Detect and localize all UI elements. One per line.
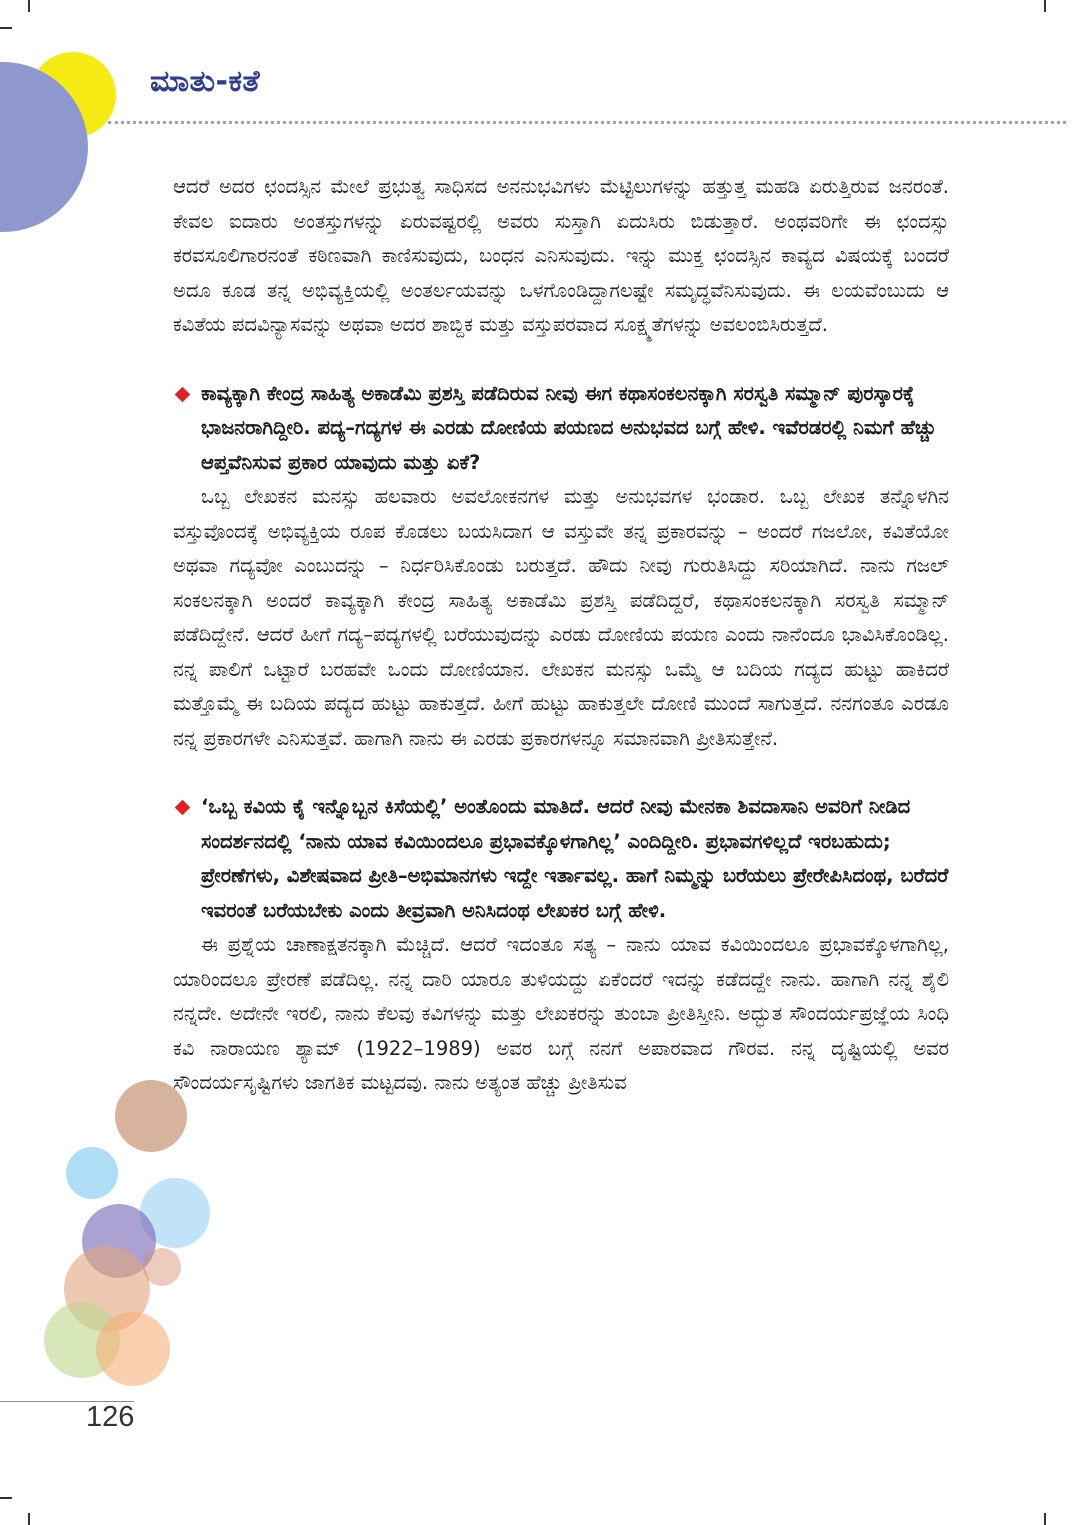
page-number: 126 [86,1401,135,1433]
question-2-text: ‘ಒಬ್ಬ ಕವಿಯ ಕೈ ಇನ್ನೊಬ್ಬನ ಕಿಸೆಯಲ್ಲಿ’ ಅಂತೊಂದು ಮಾತಿದೆ. ಆದರೆ ನೀವು ಮೇನಕಾ ಶಿವದಾಸಾನಿ ಅವರಿಗೆ ನೀಡಿದ ಸಂದರ್ಶನದಲ್ಲಿ ‘ನಾನು ಯಾವ ಕವಿಯಿಂದಲೂ ಪ್ರಭಾವಕ್ಕೊಳಗಾಗಿಲ್ಲ’ ಎಂದಿದ್ದೀರಿ. ಪ್ರಭಾವಗಳಿಲ್ಲದೆ ಇರಬಹುದು; ಪ್ರೇರಣೆಗಳು, ವಿಶೇಷವಾದ ಪ್ರೀತಿ–ಅಭಿಮಾನಗಳು ಇದ್ದೇ ಇರ್ತಾವಲ್ಲ. ಹಾಗೆ ನಿಮ್ಮನ್ನು ಬರೆಯಲು ಪ್ರೇರೇಪಿಸಿದಂಥ, ಬರೆದರೆ ಇವರಂತೆ ಬರೆಯಬೇಕು ಎಂದು ತೀವ್ರವಾಗಿ ಅನಿಸಿದಂಥ ಲೇಖಕರ ಬಗ್ಗೆ ಹೇಳಿ. [201,795,949,922]
decorative-bubble [66,1147,118,1199]
crop-mark-top-right [1044,0,1046,12]
crop-mark-top-left [28,0,30,12]
dotted-divider [108,121,1066,124]
intro-paragraph: ಆದರೆ ಅದರ ಛಂದಸ್ಸಿನ ಮೇಲೆ ಪ್ರಭುತ್ವ ಸಾಧಿಸದ ಅನನುಭವಿಗಳು ಮೆಟ್ಟಿಲುಗಳನ್ನು ಹತ್ತುತ್ತ ಮಹಡಿ ಏರುತ್ತಿರುವ ಜನರಂತೆ. ಕೇವಲ ಐದಾರು ಅಂತಸ್ತುಗಳನ್ನು ಏರುವಷ್ಟರಲ್ಲಿ ಅವರು ಸುಸ್ತಾಗಿ ಏದುಸಿರು ಬಿಡುತ್ತಾರೆ. ಅಂಥವರಿಗೇ ಈ ಛಂದಸ್ಸು ಕರವಸೂಲಿಗಾರನಂತೆ ಕಠಿಣವಾಗಿ ಕಾಣಿಸುವುದು, ಬಂಧನ ಎನಿಸುವುದು. ಇನ್ನು ಮುಕ್ತ ಛಂದಸ್ಸಿನ ಕಾವ್ಯದ ವಿಷಯಕ್ಕೆ ಬಂದರೆ ಅದೂ ಕೂಡ ತನ್ನ ಅಭಿವ್ಯಕ್ತಿಯಲ್ಲಿ ಅಂತರ್ಲಯವನ್ನು ಒಳಗೊಂಡಿದ್ದಾಗಲಷ್ಟೇ ಸಮೃದ್ಧವೆನಿಸುವುದು. ಈ ಲಯವೆಂಬುದು ಆ ಕವಿತೆಯ ಪದವಿನ್ಯಾಸವನ್ನು ಅಥವಾ ಅದರ ಶಾಬ್ದಿಕ ಮತ್ತು ವಸ್ತುಪರವಾದ ಸೂಕ್ಷ್ಮತೆಗಳನ್ನು ಅವಲಂಬಿಸಿರುತ್ತದೆ. [173,175,949,336]
crop-mark-bottom-left [28,1513,30,1525]
decorative-bubble [96,1312,170,1386]
crop-mark-left-top [0,27,12,29]
decorative-bubble [143,1248,181,1286]
crop-mark-bottom-right [1044,1513,1046,1525]
article-body [173,170,949,1101]
answer-2: ಈ ಪ್ರಶ್ನೆಯ ಚಾಣಾಕ್ಷತನಕ್ಕಾಗಿ ಮೆಚ್ಚಿದೆ. ಆದರೆ ಇದಂತೂ ಸತ್ಯ – ನಾನು ಯಾವ ಕವಿಯಿಂದಲೂ ಪ್ರಭಾವಕ್ಕೊಳಗಾಗಿಲ್ಲ, ಯಾರಿಂದಲೂ ಪ್ರೇರಣೆ ಪಡೆದಿಲ್ಲ. ನನ್ನ ದಾರಿ ಯಾರೂ ತುಳಿಯದ್ದು ಏಕೆಂದರೆ ಇದನ್ನು ಕಡೆದದ್ದೇ ನಾನು. ಹಾಗಾಗಿ ನನ್ನ ಶೈಲಿ ನನ್ನದೇ. ಅದೇನೇ ಇರಲಿ, ನಾನು ಕೆಲವು ಕವಿಗಳನ್ನು ಮತ್ತು ಲೇಖಕರನ್ನು ತುಂಬಾ ಪ್ರೀತಿಸ್ತೀನಿ. ಅದ್ಭುತ ಸೌಂದರ್ಯಪ್ರಜ್ಞೆಯ ಸಿಂಧಿ ಕವಿ ನಾರಾಯಣ ಶ್ಯಾಮ್ (1922–1989) ಅವರ ಬಗ್ಗೆ ನನಗೆ ಅಪಾರವಾದ ಗೌರವ. ನನ್ನ ದೃಷ್ಟಿಯಲ್ಲಿ ಅವರ ಸೌಂದರ್ಯಸೃಷ್ಟಿಗಳು ಜಾಗತಿಕ ಮಟ್ಟದವು. ನಾನು ಅತ್ಯಂತ ಹೆಚ್ಚು ಪ್ರೀತಿಸುವ [173,933,949,1094]
bullet-diamond-icon [175,800,191,816]
question-2 [173,790,949,928]
bullet-diamond-icon [175,386,191,402]
question-1-text: ಕಾವ್ಯಕ್ಕಾಗಿ ಕೇಂದ್ರ ಸಾಹಿತ್ಯ ಅಕಾಡೆಮಿ ಪ್ರಶಸ್ತಿ ಪಡೆದಿರುವ ನೀವು ಈಗ ಕಥಾಸಂಕಲನಕ್ಕಾಗಿ ಸರಸ್ವತಿ ಸಮ್ಮಾನ್ ಪುರಸ್ಕಾರಕ್ಕೆ ಭಾಜನರಾಗಿದ್ದೀರಿ. ಪದ್ಯ–ಗದ್ಯಗಳ ಈ ಎರಡು ದೋಣಿಯ ಪಯಣದ ಅನುಭವದ ಬಗ್ಗೆ ಹೇಳಿ. ಇವೆರಡರಲ್ಲಿ ನಿಮಗೆ ಹೆಚ್ಚು ಆಪ್ತವೆನಿಸುವ ಪ್ರಕಾರ ಯಾವುದು ಮತ್ತು ಏಕೆ? [201,381,937,474]
crop-mark-left-bottom [0,1497,12,1499]
page-title: ಮಾತು-ಕತೆ [150,64,261,99]
question-1 [173,377,949,481]
answer-1: ಒಬ್ಬ ಲೇಖಕನ ಮನಸ್ಸು ಹಲವಾರು ಅವಲೋಕನಗಳ ಮತ್ತು ಅನುಭವಗಳ ಭಂಡಾರ. ಒಬ್ಬ ಲೇಖಕ ತನ್ನೊಳಗಿನ ವಸ್ತುವೊಂದಕ್ಕೆ ಅಭಿವ್ಯಕ್ತಿಯ ರೂಪ ಕೊಡಲು ಬಯಸಿದಾಗ ಆ ವಸ್ತುವೇ ತನ್ನ ಪ್ರಕಾರವನ್ನು – ಅಂದರೆ ಗಜಲೋ, ಕವಿತೆಯೋ ಅಥವಾ ಗದ್ಯವೋ ಎಂಬುದನ್ನು – ನಿರ್ಧರಿಸಿಕೊಂಡು ಬರುತ್ತದೆ. ಹೌದು ನೀವು ಗುರುತಿಸಿದ್ದು ಸರಿಯಾಗಿದೆ. ನಾನು ಗಜಲ್ ಸಂಕಲನಕ್ಕಾಗಿ ಅಂದರೆ ಕಾವ್ಯಕ್ಕಾಗಿ ಕೇಂದ್ರ ಸಾಹಿತ್ಯ ಅಕಾಡೆಮಿ ಪ್ರಶಸ್ತಿ ಪಡೆದಿದ್ದರೆ, ಕಥಾಸಂಕಲನಕ್ಕಾಗಿ ಸರಸ್ವತಿ ಸಮ್ಮಾನ್ ಪಡೆದಿದ್ದೇನೆ. ಆದರೆ ಹೀಗೆ ಗದ್ಯ–ಪದ್ಯಗಳಲ್ಲಿ ಬರೆಯುವುದನ್ನು ಎರಡು ದೋಣಿಯ ಪಯಣ ಎಂದು ನಾನೆಂದೂ ಭಾವಿಸಿಕೊಂಡಿಲ್ಲ. ನನ್ನ ಪಾಲಿಗೆ ಒಟ್ಟಾರೆ ಬರಹವೇ ಒಂದು ದೋಣಿಯಾನ. ಲೇಖಕನ ಮನಸ್ಸು ಒಮ್ಮೆ ಆ ಬದಿಯ ಗದ್ಯದ ಹುಟ್ಟು ಹಾಕಿದರೆ ಮತ್ತೊಮ್ಮೆ ಈ ಬದಿಯ ಪದ್ಯದ ಹುಟ್ಟು ಹಾಕುತ್ತದೆ. ಹೀಗೆ ಹುಟ್ಟು ಹಾಕುತ್ತಲೇ ದೋಣಿ ಮುಂದೆ ಸಾಗುತ್ತದೆ. ನನಗಂತೂ ಎರಡೂ ನನ್ನ ಪ್ರಕಾರಗಳೇ ಎನಿಸುತ್ತವೆ. ಹಾಗಾಗಿ ನಾನು ಈ ಎರಡು ಪ್ರಕಾರಗಳನ್ನೂ ಸಮಾನವಾಗಿ ಪ್ರೀತಿಸುತ್ತೇನೆ. [173,485,949,750]
